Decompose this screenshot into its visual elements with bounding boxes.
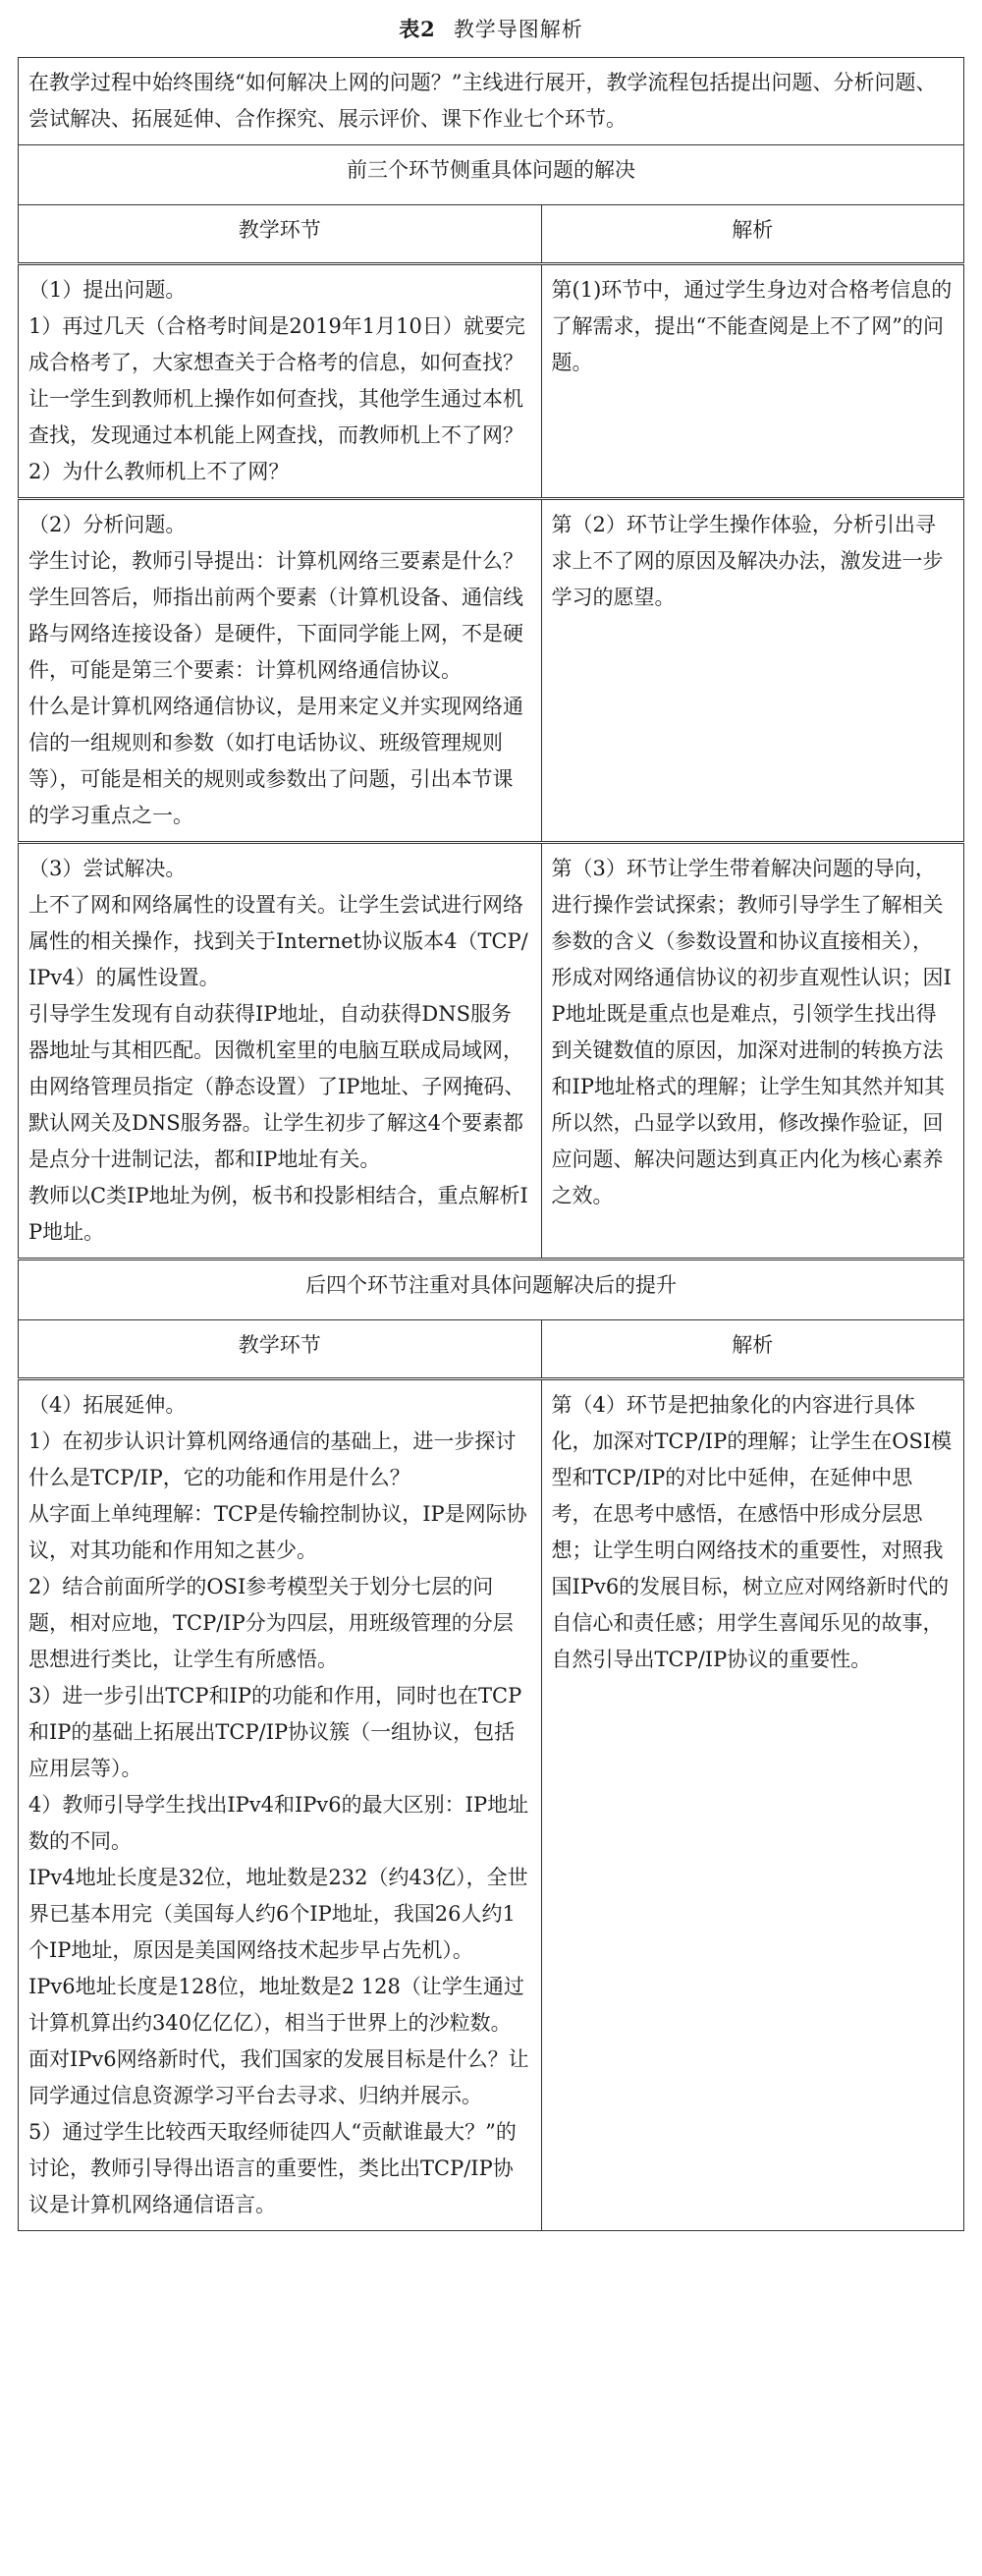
column-header-analysis: 解析 xyxy=(541,1320,963,1379)
stage-paragraph: 4）教师引导学生找出IPv4和IPv6的最大区别：IP地址数的不同。 xyxy=(28,1793,529,1853)
intro-row xyxy=(19,58,964,145)
stage-paragraph: 教师以C类IP地址为例，板书和投影相结合，重点解析IP地址。 xyxy=(28,1184,528,1244)
stage-cell xyxy=(19,264,542,499)
stage-paragraph: 1）在初步认识计算机网络通信的基础上，进一步探讨什么是TCP/IP，它的功能和作用是什么？ xyxy=(28,1429,517,1489)
stage-paragraph: 让一学生到教师机上操作如何查找，其他学生通过本机查找，发现通过本机能上网查找，而教师机上不了网？ xyxy=(28,387,523,447)
stage-paragraph: 1）再过几天（合格考时间是2019年1月10日）就要完成合格考了，大家想查关于合格考的信息，如何查找？ xyxy=(28,314,525,374)
section-heading-row xyxy=(19,1260,964,1320)
stage-paragraph: 从字面上单纯理解：TCP是传输控制协议，IP是网际协议，对其功能和作用知之甚少。 xyxy=(28,1502,527,1562)
stage-paragraph: 上不了网和网络属性的设置有关。让学生尝试进行网络属性的相关操作，找到关于Internet协议版本4（TCP/IPv4）的属性设置。 xyxy=(28,893,528,989)
stage-paragraph: （4）拓展延伸。 xyxy=(28,1393,187,1417)
intro-cell: 在教学过程中始终围绕“如何解决上网的问题？”主线进行展开，教学流程包括提出问题、分析问题、尝试解决、拓展延伸、合作探究、展示评价、课下作业七个环节。 xyxy=(19,58,964,145)
stage-paragraph: （1）提出问题。 xyxy=(28,278,187,302)
table-title: 教学导图解析 xyxy=(453,18,583,41)
column-header-analysis: 解析 xyxy=(541,205,963,264)
stage-paragraph: IPv6地址长度是128位，地址数是2 128（让学生通过计算机算出约340亿亿亿），相当于世界上的沙粒数。 xyxy=(28,1975,524,2035)
stage-cell xyxy=(19,499,542,843)
analysis-cell xyxy=(541,499,963,843)
table-number: 表2 xyxy=(399,17,436,41)
analysis-paragraph: 第(1)环节中，通过学生身边对合格考信息的了解需求，提出“不能查阅是上不了网”的问题。 xyxy=(551,278,953,374)
stage-paragraph: 2）为什么教师机上不了网？ xyxy=(28,460,290,483)
table-row xyxy=(19,264,964,499)
analysis-cell xyxy=(541,1379,963,2231)
section-heading-1: 前三个环节侧重具体问题的解决 xyxy=(19,145,964,205)
analysis-paragraph: 第（3）环节让学生带着解决问题的导向，进行操作尝试探索；教师引导学生了解相关参数的含义（参数设置和协议直接相关），形成对网络通信协议的初步直观性认识；因IP地址既是重点也是难点，引领学生找出得到关键数值的原因，加深对进制的转换方法和IP地址格式的理解；让学生知其然并知其所以然，凸显学以致用，修改操作验证，回应问题、解决问题达到真正内化为核心素养之效。 xyxy=(551,857,952,1207)
stage-paragraph: 学生讨论，教师引导提出：计算机网络三要素是什么？ xyxy=(28,549,523,573)
analysis-paragraph: 第（2）环节让学生操作体验，分析引出寻求上不了网的原因及解决办法，激发进一步学习的愿望。 xyxy=(551,513,944,609)
stage-paragraph: （2）分析问题。 xyxy=(28,513,187,536)
stage-paragraph: 学生回答后，师指出前两个要素（计算机设备、通信线路与网络连接设备）是硬件，下面同学能上网，不是硬件，可能是第三个要素：计算机网络通信协议。 xyxy=(28,586,523,682)
analysis-paragraph: 第（4）环节是把抽象化的内容进行具体化，加深对TCP/IP的理解；让学生在OSI模型和TCP/IP的对比中延伸，在延伸中思考，在思考中感悟，在感悟中形成分层思想；让学生明白网络技术的重要性，对照我国IPv6的发展目标，树立应对网络新时代的自信心和责任感；用学生喜闻乐见的故事，自然引导出TCP/IP协议的重要性。 xyxy=(551,1393,953,1671)
table-caption xyxy=(0,0,982,57)
stage-paragraph: IPv4地址长度是32位，地址数是232（约43亿），全世界已基本用完（美国每人约6个IP地址，我国26人约1个IP地址，原因是美国网络技术起步早占先机）。 xyxy=(28,1866,528,1962)
table-row xyxy=(19,843,964,1260)
analysis-cell xyxy=(541,264,963,499)
section-heading-2: 后四个环节注重对具体问题解决后的提升 xyxy=(19,1260,964,1320)
teaching-analysis-table xyxy=(18,57,964,2231)
column-header-row xyxy=(19,1320,964,1379)
column-header-stage: 教学环节 xyxy=(19,1320,542,1379)
column-header-stage: 教学环节 xyxy=(19,205,542,264)
stage-paragraph: 面对IPv6网络新时代，我们国家的发展目标是什么？让同学通过信息资源学习平台去寻求、归纳并展示。 xyxy=(28,2047,529,2107)
table-row xyxy=(19,499,964,843)
stage-paragraph: 5）通过学生比较西天取经师徒四人“贡献谁最大？”的讨论，教师引导得出语言的重要性，类比出TCP/IP协议是计算机网络通信语言。 xyxy=(28,2120,517,2216)
stage-cell xyxy=(19,1379,542,2231)
column-header-row xyxy=(19,205,964,264)
section-heading-row xyxy=(19,145,964,205)
stage-cell xyxy=(19,843,542,1260)
stage-paragraph: （3）尝试解决。 xyxy=(28,857,187,880)
table-row xyxy=(19,1379,964,2231)
stage-paragraph: 3）进一步引出TCP和IP的功能和作用，同时也在TCP和IP的基础上拓展出TCP/IP协议簇（一组协议，包括应用层等）。 xyxy=(28,1684,522,1780)
analysis-cell xyxy=(541,843,963,1260)
stage-paragraph: 什么是计算机网络通信协议，是用来定义并实现网络通信的一组规则和参数（如打电话协议、班级管理规则等），可能是相关的规则或参数出了问题，引出本节课的学习重点之一。 xyxy=(28,695,523,827)
stage-paragraph: 2）结合前面所学的OSI参考模型关于划分七层的问题，相对应地，TCP/IP分为四层，用班级管理的分层思想进行类比，让学生有所感悟。 xyxy=(28,1575,514,1671)
stage-paragraph: 引导学生发现有自动获得IP地址，自动获得DNS服务器地址与其相匹配。因微机室里的电脑互联成局域网，由网络管理员指定（静态设置）了IP地址、子网掩码、默认网关及DNS服务器。让学生初步了解这4个要素都是点分十进制记法，都和IP地址有关。 xyxy=(28,1002,525,1171)
